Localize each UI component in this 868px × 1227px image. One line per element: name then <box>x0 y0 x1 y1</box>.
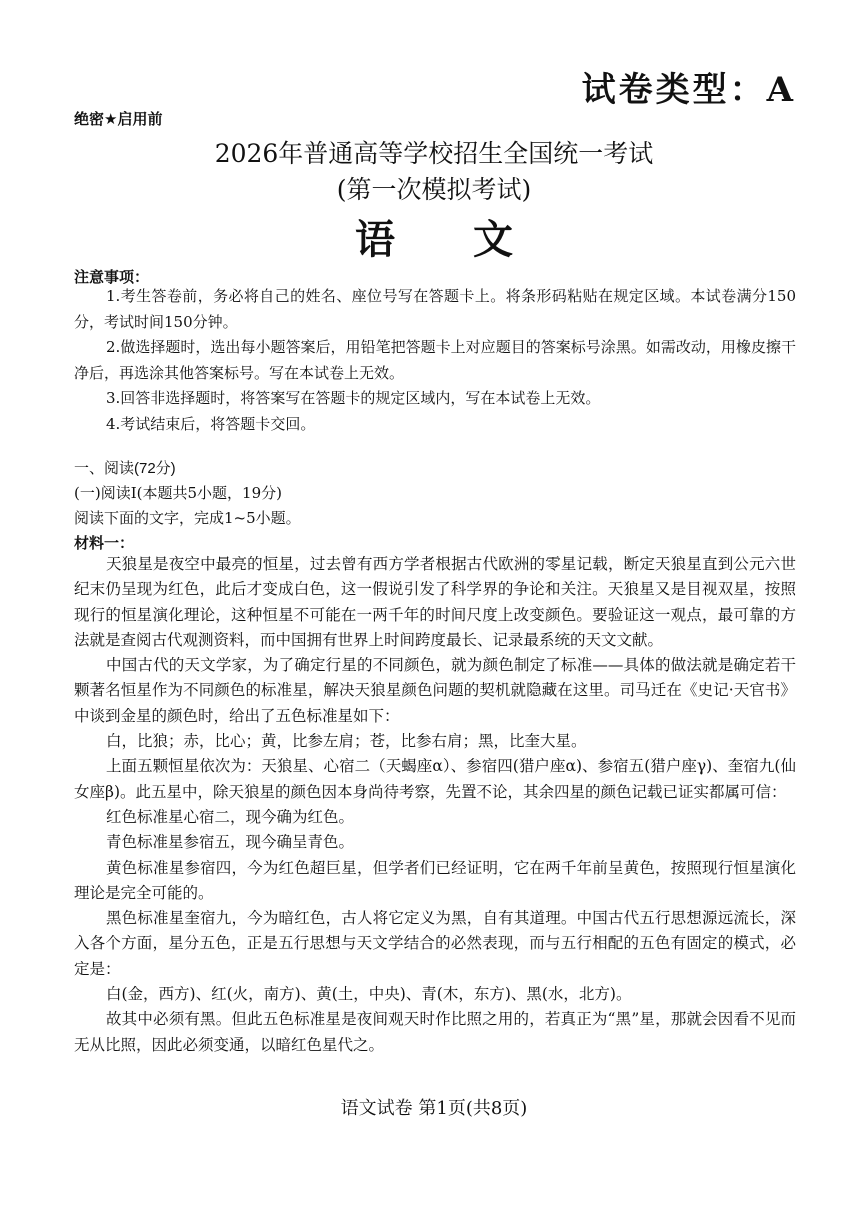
passage-paragraph: 红色标准星心宿二，现今确为红色。 <box>106 807 355 826</box>
passage-paragraph: 中国古代的天文学家，为了确定行星的不同颜色，就为颜色制定了标准——具体的做法就是确定若干颗著名恒星作为不同颜色的标准星，解决天狼星颜色问题的契机就隐藏在这里。司马迁在《史记·天官书》中谈到金星的颜色时，给出了五色标准星如下： <box>74 656 796 725</box>
passage-paragraph: 黄色标准星参宿四，今为红色超巨星，但学者们已经证明，它在两千年前呈黄色，按照现行恒星演化理论是完全可能的。 <box>74 858 796 902</box>
reading-section-header <box>74 456 796 556</box>
exam-subtitle: (第一次模拟考试) <box>336 175 532 204</box>
notice-item: 1.考生答卷前，务必将自己的姓名、座位号写在答题卡上。将条形码粘贴在规定区域。本试卷满分150分，考试时间150分钟。 <box>74 287 796 331</box>
instruction-text: 阅读下面的文字，完成1~5小题。 <box>74 509 301 527</box>
passage-paragraph: 上面五颗恒星依次为：天狼星、心宿二（天蝎座α）、参宿四(猎户座α)、参宿五(猎户座γ)、奎宿九(仙女座β)。此五星中，除天狼星的颜色因本身尚待考察，先置不论，其余四星的颜色记载已证实都属可信： <box>74 757 796 801</box>
passage-paragraph: 黑色标准星奎宿九，今为暗红色，古人将它定义为黑，自有其道理。中国古代五行思想源远流长，深入各个方面，星分五色，正是五行思想与天文学结合的必然表现，而与五行相配的五色有固定的模式，必定是： <box>74 909 796 978</box>
subject-title <box>0 208 868 265</box>
page-footer: 语文试卷 第1页(共8页) <box>340 1098 528 1119</box>
passage-paragraph: 白，比狼；赤，比心；黄，比参左肩；苍，比参右肩；黑，比奎大星。 <box>106 732 587 751</box>
subject-text: 语文 <box>355 216 591 263</box>
confidential-label: 绝密★启用前 <box>74 111 163 128</box>
part-heading: 一、阅读(72分) <box>74 460 176 477</box>
reading-passage <box>74 552 796 1058</box>
notice-item: 4.考试结束后，将答题卡交回。 <box>106 414 316 433</box>
passage-paragraph: 天狼星是夜空中最亮的恒星，过去曾有西方学者根据古代欧洲的零星记载，断定天狼星直到公元六世纪末仍呈现为红色，此后才变成白色，这一假说引发了科学界的争论和关注。天狼星又是目视双星，按照现行的恒星演化理论，这种恒星不可能在一两千年的时间尺度上改变颜色。要验证这一观点，最可靠的方法就是查阅古代观测资料，而中国拥有世界上时间跨度最长、记录最系统的天文文献。 <box>74 555 796 649</box>
notice-heading: 注意事项： <box>74 269 150 286</box>
notice-item: 2.做选择题时，选出每小题答案后，用铅笔把答题卡上对应题目的答案标号涂黑。如需改动，用橡皮擦干净后，再选涂其他答案标号。写在本试卷上无效。 <box>74 338 796 382</box>
passage-paragraph: 青色标准星参宿五，现今确呈青色。 <box>106 833 355 852</box>
exam-title: 2026年普通高等学校招生全国统一考试 <box>214 139 654 168</box>
passage-paragraph: 白(金，西方)、红(火，南方)、黄(土，中央)、青(木，东方)、黑(水，北方)。 <box>106 985 632 1004</box>
subsection-heading: (一)阅读Ⅰ(本题共5小题，19分) <box>74 484 282 502</box>
material-label: 材料一： <box>74 535 135 552</box>
exam-type-label: 试卷类型：A <box>581 70 796 110</box>
passage-paragraph: 故其中必须有黑。但此五色标准星是夜间观天时作比照之用的，若真正为“黑”星，那就会因看不见而无从比照，因此必须变通，以暗红色星代之。 <box>74 1010 796 1054</box>
notice-item: 3.回答非选择题时，将答案写在答题卡的规定区域内，写在本试卷上无效。 <box>106 389 601 407</box>
notice-list <box>74 284 796 437</box>
